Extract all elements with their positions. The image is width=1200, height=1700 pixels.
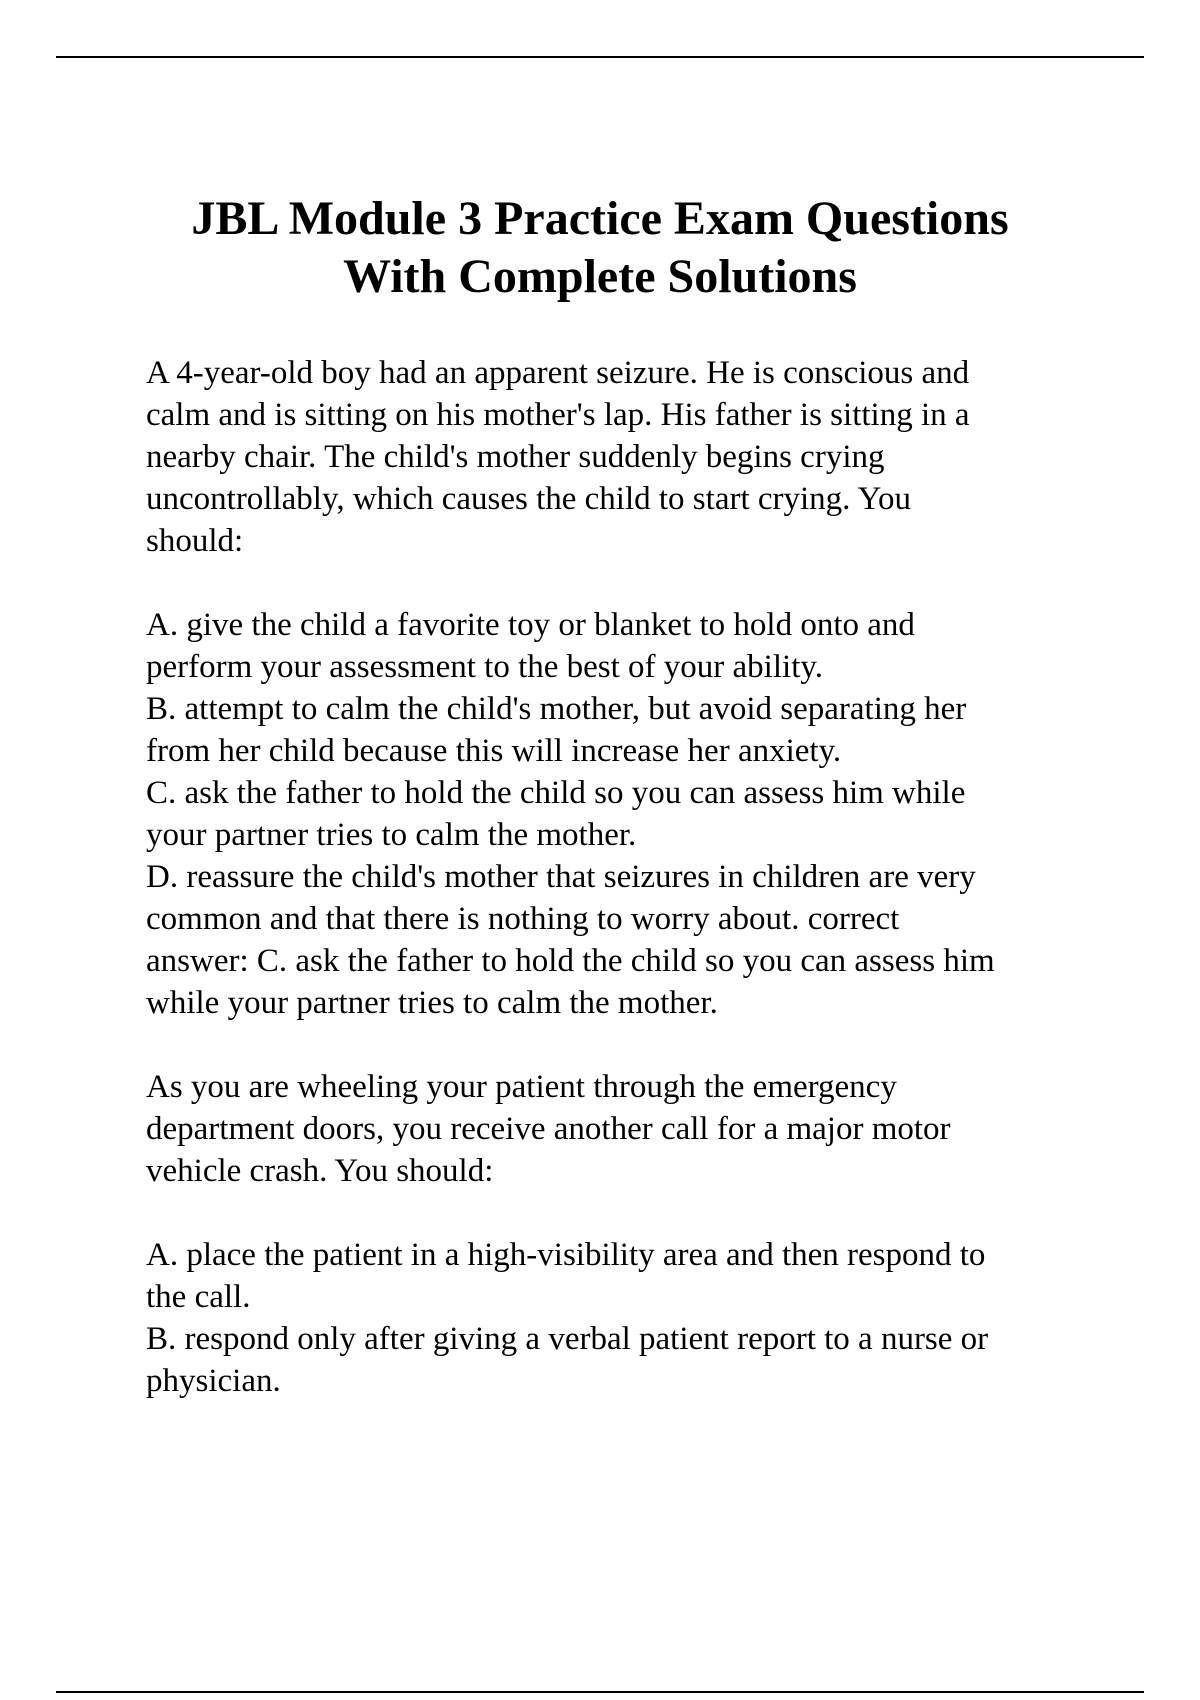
document-title [100,190,1100,306]
question-1 [146,352,1146,1024]
question-1-stem [146,352,1146,562]
question-1-options [146,604,1146,1024]
title-line-2: With Complete Solutions [343,250,857,303]
text-line: A 4-year-old boy had an apparent seizure. He is conscious and [146,355,970,391]
paragraph-gap [146,1024,1146,1066]
text-line: C. ask the father to hold the child so you can assess him while [146,775,966,811]
text-line: uncontrollably, which causes the child to start crying. You [146,481,911,517]
text-line: D. reassure the child's mother that seizures in children are very [146,859,976,895]
text-line: A. place the patient in a high-visibility area and then respond to [146,1237,986,1273]
text-line: the call. [146,1279,251,1315]
title-line-1: JBL Module 3 Practice Exam Questions [191,192,1009,245]
text-line: should: [146,523,244,559]
text-line: nearby chair. The child's mother suddenly begins crying [146,439,885,475]
question-2-options [146,1234,1146,1402]
text-line: vehicle crash. You should: [146,1153,494,1189]
text-line: B. respond only after giving a verbal patient report to a nurse or [146,1321,989,1357]
text-line: A. give the child a favorite toy or blanket to hold onto and [146,607,915,643]
text-line: department doors, you receive another call for a major motor [146,1111,951,1147]
text-line: B. attempt to calm the child's mother, but avoid separating her [146,691,967,727]
text-line: As you are wheeling your patient through the emergency [146,1069,897,1105]
document-body [146,352,1146,1402]
question-2-stem [146,1066,1146,1192]
text-line: calm and is sitting on his mother's lap. His father is sitting in a [146,397,970,433]
text-line: physician. [146,1363,281,1399]
paragraph-gap [146,562,1146,604]
text-line: while your partner tries to calm the mother. [146,985,718,1021]
header-rule [56,56,1144,58]
text-line: perform your assessment to the best of your ability. [146,649,823,685]
text-line: your partner tries to calm the mother. [146,817,637,853]
question-2 [146,1066,1146,1402]
paragraph-gap [146,1192,1146,1234]
footer-rule [56,1691,1144,1693]
text-line: common and that there is nothing to worry about. correct [146,901,900,937]
text-line: from her child because this will increase her anxiety. [146,733,842,769]
text-line: answer: C. ask the father to hold the child so you can assess him [146,943,995,979]
